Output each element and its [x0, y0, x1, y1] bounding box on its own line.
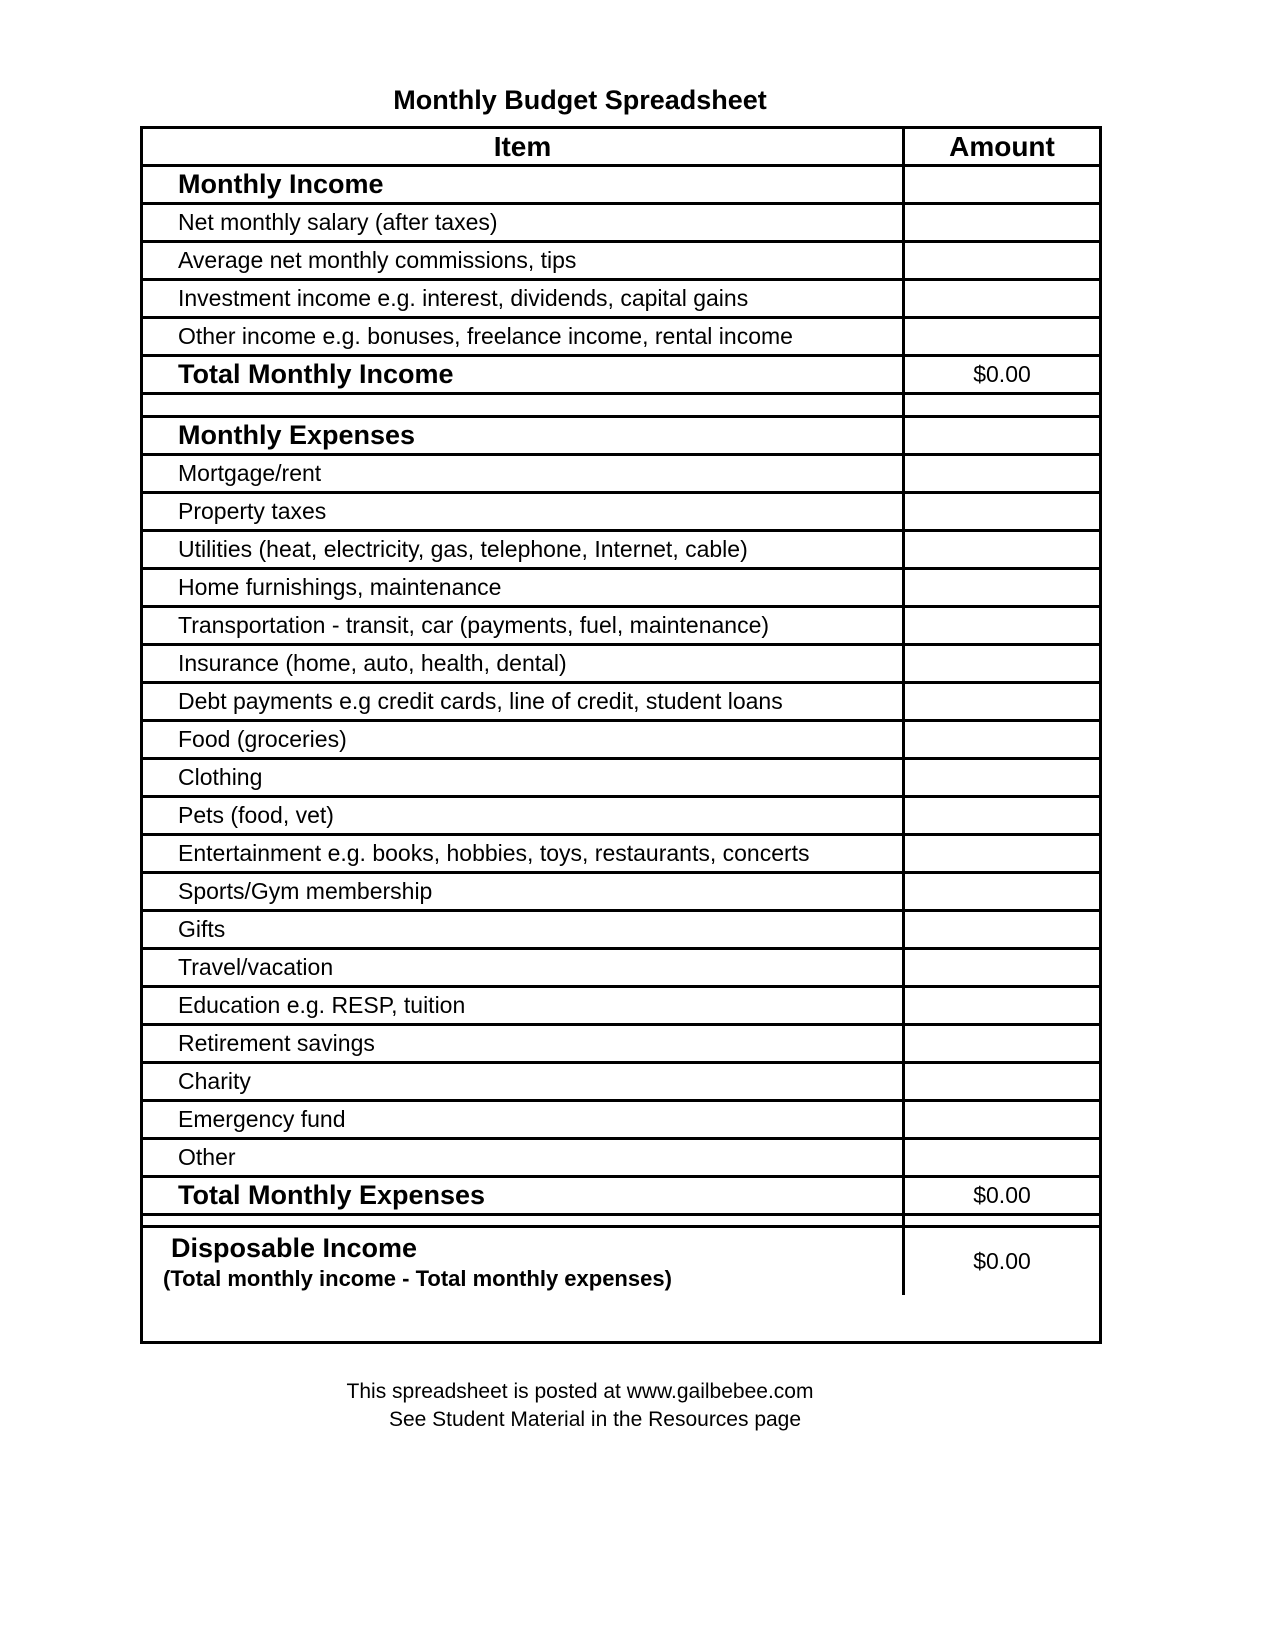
amount-cell[interactable]	[905, 319, 1099, 354]
table-row	[143, 722, 1099, 760]
item-label: Investment income e.g. interest, dividends, capital gains	[143, 281, 905, 316]
table-row	[143, 281, 1099, 319]
item-label: Utilities (heat, electricity, gas, telephone, Internet, cable)	[143, 532, 905, 567]
table-row	[143, 570, 1099, 608]
amount-cell[interactable]	[905, 1140, 1099, 1175]
table-row	[143, 1064, 1099, 1102]
table-row	[143, 912, 1099, 950]
amount-cell[interactable]	[905, 798, 1099, 833]
item-label: Travel/vacation	[143, 950, 905, 985]
table-row	[143, 874, 1099, 912]
item-label: Transportation - transit, car (payments, fuel, maintenance)	[143, 608, 905, 643]
income-section-heading: Monthly Income	[143, 167, 905, 202]
amount-cell[interactable]	[905, 418, 1099, 453]
item-label: Net monthly salary (after taxes)	[143, 205, 905, 240]
amount-column-header: Amount	[949, 130, 1055, 162]
item-label: Education e.g. RESP, tuition	[143, 988, 905, 1023]
amount-cell[interactable]	[905, 167, 1099, 202]
disposable-income-label-cell	[143, 1228, 905, 1295]
item-label: Retirement savings	[143, 1026, 905, 1061]
table-row	[143, 1102, 1099, 1140]
item-label: Other income e.g. bonuses, freelance income, rental income	[143, 319, 905, 354]
table-row	[143, 988, 1099, 1026]
table-header-row	[143, 129, 1099, 167]
spacer-cell	[905, 1216, 1099, 1225]
amount-cell[interactable]	[905, 281, 1099, 316]
amount-cell[interactable]	[905, 532, 1099, 567]
disposable-income-value: $0.00	[973, 1248, 1031, 1274]
item-label: Property taxes	[143, 494, 905, 529]
item-label: Other	[143, 1140, 905, 1175]
amount-cell[interactable]	[905, 836, 1099, 871]
expenses-section-row	[143, 418, 1099, 456]
amount-cell[interactable]	[905, 912, 1099, 947]
amount-cell[interactable]	[905, 760, 1099, 795]
income-total-row	[143, 357, 1099, 395]
amount-cell[interactable]	[905, 570, 1099, 605]
disposable-income-label: Disposable Income	[171, 1232, 418, 1263]
item-label: Pets (food, vet)	[143, 798, 905, 833]
item-label: Gifts	[143, 912, 905, 947]
amount-cell[interactable]	[905, 205, 1099, 240]
income-total-value: $0.00	[973, 361, 1031, 387]
footer-resources-note: See Student Material in the Resources page	[388, 1408, 802, 1431]
expenses-total-label: Total Monthly Expenses	[143, 1178, 905, 1213]
amount-cell[interactable]	[905, 608, 1099, 643]
disposable-income-formula: (Total monthly income - Total monthly expenses)	[163, 1265, 672, 1291]
page-title: Monthly Budget Spreadsheet	[393, 85, 767, 115]
amount-cell[interactable]	[905, 456, 1099, 491]
amount-cell[interactable]	[905, 243, 1099, 278]
item-label: Charity	[143, 1064, 905, 1099]
expenses-total-row	[143, 1178, 1099, 1216]
table-row	[143, 1140, 1099, 1178]
table-row	[143, 205, 1099, 243]
amount-cell[interactable]	[905, 1064, 1099, 1099]
table-row	[143, 646, 1099, 684]
item-label: Emergency fund	[143, 1102, 905, 1137]
item-label: Average net monthly commissions, tips	[143, 243, 905, 278]
income-total-label: Total Monthly Income	[143, 357, 905, 392]
item-label: Sports/Gym membership	[143, 874, 905, 909]
item-column-header: Item	[143, 129, 905, 164]
expenses-total-value: $0.00	[973, 1182, 1031, 1208]
amount-cell[interactable]	[905, 494, 1099, 529]
amount-cell[interactable]	[905, 950, 1099, 985]
item-label: Clothing	[143, 760, 905, 795]
amount-cell[interactable]	[905, 1026, 1099, 1061]
item-label: Home furnishings, maintenance	[143, 570, 905, 605]
amount-cell[interactable]	[905, 646, 1099, 681]
table-row	[143, 798, 1099, 836]
spacer-row	[143, 395, 1099, 418]
table-row	[143, 950, 1099, 988]
item-label: Food (groceries)	[143, 722, 905, 757]
item-label: Insurance (home, auto, health, dental)	[143, 646, 905, 681]
amount-cell[interactable]	[905, 988, 1099, 1023]
amount-cell[interactable]	[905, 684, 1099, 719]
table-row	[143, 684, 1099, 722]
budget-table	[140, 126, 1102, 1344]
item-label: Mortgage/rent	[143, 456, 905, 491]
amount-cell[interactable]	[905, 874, 1099, 909]
spacer-cell	[905, 395, 1099, 415]
table-row	[143, 1026, 1099, 1064]
disposable-income-row	[143, 1228, 1099, 1295]
table-row	[143, 243, 1099, 281]
table-row	[143, 532, 1099, 570]
table-row	[143, 456, 1099, 494]
amount-cell[interactable]	[905, 722, 1099, 757]
item-label: Debt payments e.g credit cards, line of credit, student loans	[143, 684, 905, 719]
table-row	[143, 494, 1099, 532]
spacer-cell	[143, 1216, 905, 1225]
expenses-section-heading: Monthly Expenses	[143, 418, 905, 453]
table-row	[143, 836, 1099, 874]
table-row	[143, 760, 1099, 798]
table-row	[143, 608, 1099, 646]
footer-source-note: This spreadsheet is posted at www.gailbebee.com	[346, 1380, 814, 1403]
table-row	[143, 319, 1099, 357]
spacer-cell	[143, 395, 905, 415]
item-label: Entertainment e.g. books, hobbies, toys, restaurants, concerts	[143, 836, 905, 871]
spacer-row	[143, 1216, 1099, 1228]
income-section-row	[143, 167, 1099, 205]
amount-cell[interactable]	[905, 1102, 1099, 1137]
